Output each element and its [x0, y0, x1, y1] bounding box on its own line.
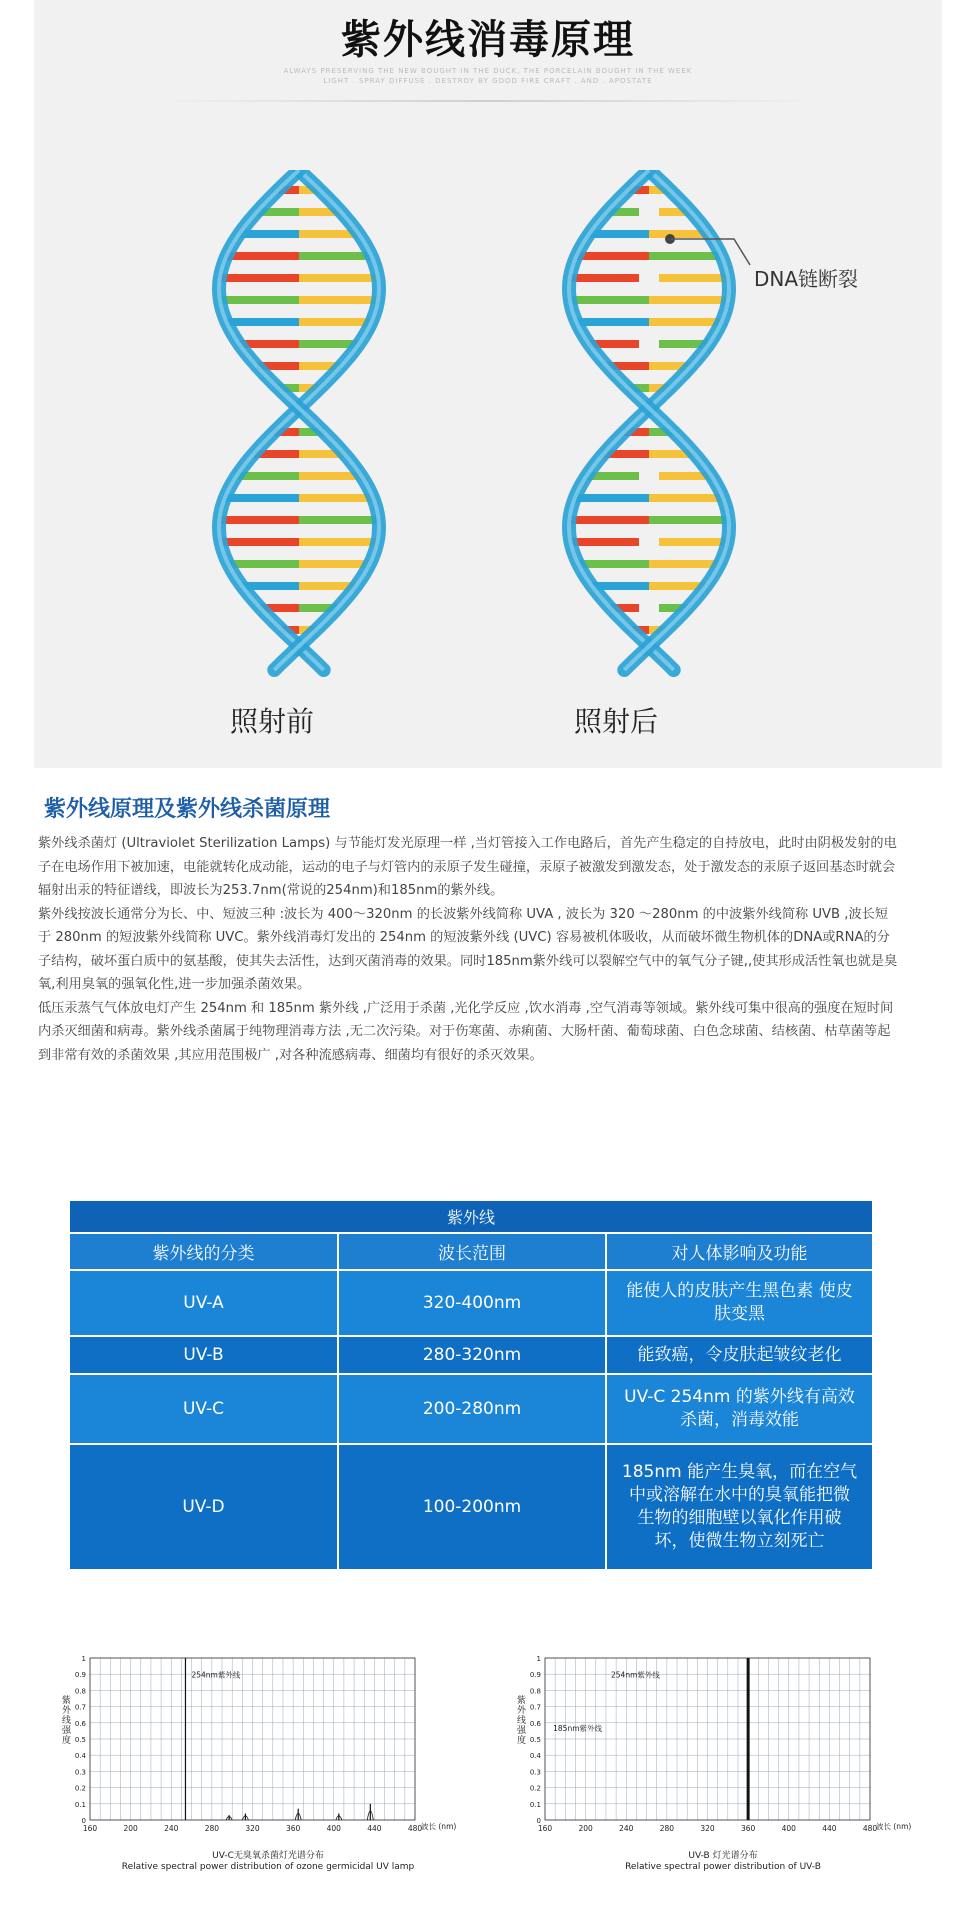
y-tick-label: 0.3: [529, 1768, 541, 1777]
effect-cell: 能使人的皮肤产生黑色素 使皮肤变黑: [606, 1270, 873, 1336]
x-tick-label: 320: [700, 1824, 715, 1833]
x-tick-label: 440: [367, 1824, 382, 1833]
dna-rung: [569, 516, 649, 524]
y-tick-label: 1: [536, 1655, 541, 1663]
uv-classification-table: [68, 1199, 874, 1571]
column-header: 紫外线的分类: [69, 1233, 338, 1270]
peak-annotation: 254nm紫外线: [611, 1670, 660, 1680]
paragraph: 低压汞蒸气气体放电灯产生 254nm 和 185nm 紫外线 ,广泛用于杀菌 ,光化学反应 ,饮水消毒 ,空气消毒等领域。紫外线可集中很高的强度在短时间内杀灭细菌和病毒。紫外线杀菌属于纯物理消毒方法 ,无二次污染。对于伤寒菌、赤痢菌、大肠杆菌、葡萄球菌、白色念球菌、结核菌、枯草菌等起到非常有效的杀菌效果 ,其应用范围极广 ,对各种流感病毒、细菌均有很好的杀灭效果。: [38, 1000, 894, 1063]
page-title: 紫外线消毒原理: [341, 17, 635, 63]
hero-subtitle-line: ALWAYS PRESERVING THE NEW BOUGHT IN THE DUCK, THE PORCELAIN BOUGHT IN THE WEEK: [283, 67, 693, 75]
dna-rung: [219, 516, 299, 524]
before-caption: 照射前: [230, 705, 315, 738]
dna-rung: [576, 318, 649, 326]
y-axis-label-char: 度: [62, 1736, 72, 1746]
dna-rung: [226, 252, 299, 260]
column-header: 波长范围: [338, 1233, 606, 1270]
title-divider: [154, 100, 822, 102]
dna-rung: [299, 538, 377, 546]
dna-rung: [220, 274, 299, 282]
y-tick-label: 0.9: [74, 1671, 86, 1680]
column-header: 对人体影响及功能: [606, 1233, 873, 1270]
x-tick-label: 200: [123, 1824, 138, 1833]
table-caption: 紫外线: [69, 1200, 873, 1233]
wavelength-cell: 200-280nm: [338, 1374, 606, 1444]
y-tick-label: 0.3: [74, 1768, 86, 1777]
x-tick-label: 360: [740, 1824, 756, 1833]
x-axis-label: 波长 (nm): [421, 1822, 457, 1831]
x-tick-label: 400: [326, 1824, 341, 1833]
dna-rung: [570, 296, 649, 304]
table-row: [69, 1270, 873, 1336]
chart-subtitle: Relative spectral power distribution of ozone germicidal UV lamp: [121, 1862, 415, 1872]
dna-rung: [649, 494, 723, 502]
dna-rung: [659, 538, 727, 546]
y-tick-label: 0: [81, 1817, 86, 1825]
y-tick-label: 0.2: [529, 1784, 541, 1793]
x-tick-label: 400: [781, 1824, 796, 1833]
spectrum-chart-uvc: [50, 1648, 470, 1848]
dna-rung: [576, 252, 649, 260]
y-tick-label: 0: [536, 1817, 541, 1825]
dna-rung: [649, 296, 728, 304]
dna-rung: [226, 318, 299, 326]
y-axis-label-char: 外: [517, 1706, 527, 1716]
x-tick-label: 160: [82, 1824, 98, 1833]
dna-break-label: DNA链断裂: [754, 267, 859, 291]
y-axis-label-char: 线: [62, 1716, 72, 1726]
y-tick-label: 0.4: [74, 1752, 86, 1761]
dna-rung: [299, 274, 378, 282]
x-tick-label: 360: [285, 1824, 301, 1833]
x-tick-label: 280: [659, 1824, 675, 1833]
chart-caption: [573, 1851, 873, 1873]
table-row: [69, 1336, 873, 1374]
y-tick-label: 0.7: [529, 1703, 541, 1712]
y-tick-label: 0.6: [529, 1719, 541, 1728]
dna-rung: [299, 494, 373, 502]
dna-rung: [299, 516, 379, 524]
x-tick-label: 240: [619, 1824, 634, 1833]
dna-before-illustration: [184, 170, 414, 680]
y-axis-label-char: 线: [517, 1716, 527, 1726]
dna-rung: [221, 538, 299, 546]
dna-rung: [299, 560, 370, 568]
uv-type-cell: UV-A: [69, 1270, 338, 1336]
y-tick-label: 0.5: [529, 1736, 541, 1744]
x-tick-label: 480: [862, 1824, 878, 1833]
hero-panel: [34, 0, 942, 768]
wavelength-cell: 280-320nm: [338, 1336, 606, 1374]
y-tick-label: 0.2: [74, 1784, 86, 1793]
x-tick-label: 280: [204, 1824, 220, 1833]
chart-title: UV-B 灯光谱分布: [688, 1851, 758, 1861]
y-tick-label: 0.8: [74, 1687, 86, 1696]
x-tick-label: 240: [164, 1824, 179, 1833]
y-axis-label-char: 强: [62, 1726, 72, 1736]
y-axis-label-char: 强: [517, 1726, 527, 1736]
dna-rung: [649, 318, 722, 326]
x-tick-label: 200: [578, 1824, 593, 1833]
y-axis-label-char: 紫: [62, 1696, 72, 1706]
chart-title: UV-C无臭氧杀菌灯光谱分布: [212, 1851, 324, 1861]
x-tick-label: 160: [537, 1824, 553, 1833]
dna-rung: [575, 494, 649, 502]
y-tick-label: 0.9: [529, 1671, 541, 1680]
paragraph: 紫外线杀菌灯 (Ultraviolet Sterilization Lamps) 与节能灯发光原理一样 ,当灯管接入工作电路后，首先产生稳定的自持放电，此时由阴极发射的电子在电场作用下被加速，电能就转化成动能，运动的电子与灯管内的汞原子发生碰撞，汞原子被激发到激发态，处于激发态的汞原子返回基态时就会辐射出汞的特征谱线，即波长为253.7nm(常说的254nm)和185nm的紫外线。: [38, 836, 897, 898]
y-tick-label: 0.4: [529, 1752, 541, 1761]
y-axis-label-char: 紫: [517, 1696, 527, 1706]
wavelength-cell: 320-400nm: [338, 1270, 606, 1336]
uv-type-cell: UV-B: [69, 1336, 338, 1374]
dna-rung: [299, 296, 378, 304]
dna-rung: [570, 274, 639, 282]
y-tick-label: 0.1: [74, 1800, 86, 1809]
y-axis-label-char: 外: [62, 1706, 72, 1716]
y-tick-label: 0.1: [529, 1800, 541, 1809]
table-row: [69, 1374, 873, 1444]
table-row: [69, 1444, 873, 1570]
hero-subtitle-line: LIGHT . SPRAY DIFFUSE . DESTROY BY GOOD FIRE CRAFT . AND . APOSTATE: [323, 77, 653, 85]
principle-text: [38, 832, 898, 1067]
chart-caption: [118, 1851, 418, 1873]
after-caption: 照射后: [574, 705, 659, 738]
x-tick-label: 440: [822, 1824, 837, 1833]
y-tick-label: 0.5: [74, 1736, 86, 1744]
y-tick-label: 0.8: [529, 1687, 541, 1696]
effect-cell: 185nm 能产生臭氧，而在空气中或溶解在水中的臭氧能把微生物的细胞壁以氧化作用破坏，使微生物立刻死亡: [606, 1444, 873, 1570]
dna-rung: [299, 318, 372, 326]
peak-annotation: 254nm紫外线: [191, 1670, 241, 1680]
spectrum-chart-uvb: [505, 1648, 925, 1848]
section-title: 紫外线原理及紫外线杀菌原理: [44, 797, 331, 822]
hero-subtitle: [34, 66, 942, 86]
dna-rung: [578, 560, 649, 568]
wavelength-cell: 100-200nm: [338, 1444, 606, 1570]
peak-annotation: 185nm紫外线: [553, 1723, 602, 1733]
chart-subtitle: Relative spectral power distribution of UV-B: [625, 1862, 821, 1872]
effect-cell: UV-C 254nm 的紫外线有高效杀菌，消毒效能: [606, 1374, 873, 1444]
y-tick-label: 0.6: [74, 1719, 86, 1728]
dna-rung: [649, 516, 729, 524]
x-axis-label: 波长 (nm): [876, 1822, 912, 1831]
dna-rung: [228, 560, 299, 568]
paragraph: 紫外线按波长通常分为长、中、短波三种 :波长为 400～320nm 的长波紫外线简称 UVA , 波长为 320 ～280nm 的中波紫外线简称 UVB ,波长短于 280nm 的短波紫外线简称 UVC。紫外线消毒灯发出的 254nm 的短波紫外线 (UVC) 容易被机体吸收，从而破坏微生物机体的DNA或RNA的分子结构，破坏蛋白质中的氨基酸，使其失去活性，达到灭菌消毒的效果。同时185nm紫外线可以裂解空气中的氧气分子键,,使其形成活性氧也就是臭氧,利用臭氧的强氧化性,进一步加强杀菌效果。: [38, 906, 898, 992]
dna-rung: [649, 560, 720, 568]
dna-rung: [299, 252, 372, 260]
uv-type-cell: UV-C: [69, 1374, 338, 1444]
dna-rung: [220, 296, 299, 304]
effect-cell: 能致癌，令皮肤起皱纹老化: [606, 1336, 873, 1374]
y-tick-label: 1: [81, 1655, 86, 1663]
x-tick-label: 320: [245, 1824, 260, 1833]
dna-rung: [571, 538, 639, 546]
y-tick-label: 0.7: [74, 1703, 86, 1712]
dna-rung: [225, 494, 299, 502]
y-axis-label-char: 度: [517, 1736, 527, 1746]
x-tick-label: 480: [407, 1824, 423, 1833]
uv-type-cell: UV-D: [69, 1444, 338, 1570]
